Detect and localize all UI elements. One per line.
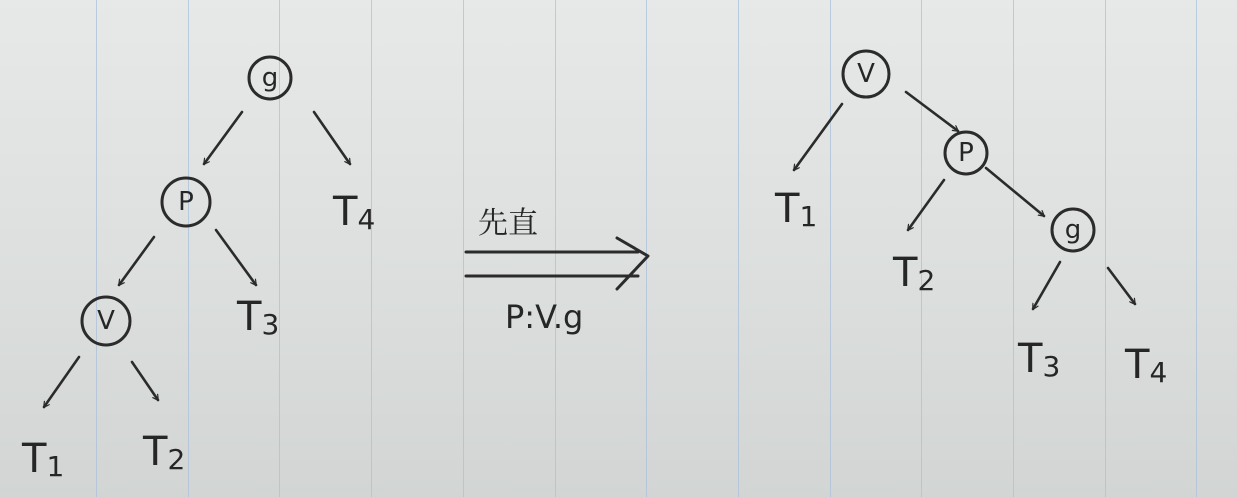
- node-label: P: [178, 187, 194, 217]
- edge-arrow: [216, 230, 256, 285]
- edge-arrow: [908, 180, 944, 230]
- edge-arrow: [794, 104, 842, 170]
- left-node-g: [249, 57, 291, 99]
- right-node-v: [843, 51, 889, 97]
- leaf-t2: T2: [893, 250, 936, 297]
- edge-arrow: [132, 362, 158, 400]
- transform-label-bottom: P:V.g: [505, 298, 584, 336]
- edge-arrow: [906, 92, 958, 131]
- leaf-t3: T3: [237, 294, 280, 341]
- edge-arrow: [314, 112, 350, 164]
- left-node-p: [162, 178, 210, 226]
- transform-label-top: 先直: [478, 206, 538, 241]
- node-label: V: [97, 306, 115, 336]
- double-arrow-head: [617, 238, 648, 289]
- leaf-t3: T3: [1018, 336, 1061, 383]
- leaf-t1: T1: [775, 186, 818, 233]
- edge-arrow: [44, 357, 79, 407]
- node-label: g: [1064, 215, 1082, 245]
- edge-arrow: [1108, 268, 1135, 304]
- edge-arrow: [119, 237, 154, 285]
- node-label: V: [857, 59, 875, 89]
- leaf-t2: T2: [143, 429, 186, 476]
- right-node-g: [1052, 209, 1094, 251]
- leaf-t4: T4: [1125, 342, 1168, 389]
- edge-arrow: [986, 168, 1044, 216]
- left-node-v: [82, 297, 130, 345]
- right-node-p: [945, 132, 987, 174]
- left-tree: [21, 57, 375, 483]
- edge-arrow: [204, 112, 242, 164]
- node-label: P: [958, 138, 974, 168]
- node-label: g: [261, 63, 279, 93]
- edge-arrow: [1033, 262, 1060, 309]
- leaf-t4: T4: [333, 189, 376, 236]
- leaf-t1: T1: [22, 436, 65, 483]
- transform-arrow: [466, 206, 648, 336]
- right-tree: [774, 51, 1167, 389]
